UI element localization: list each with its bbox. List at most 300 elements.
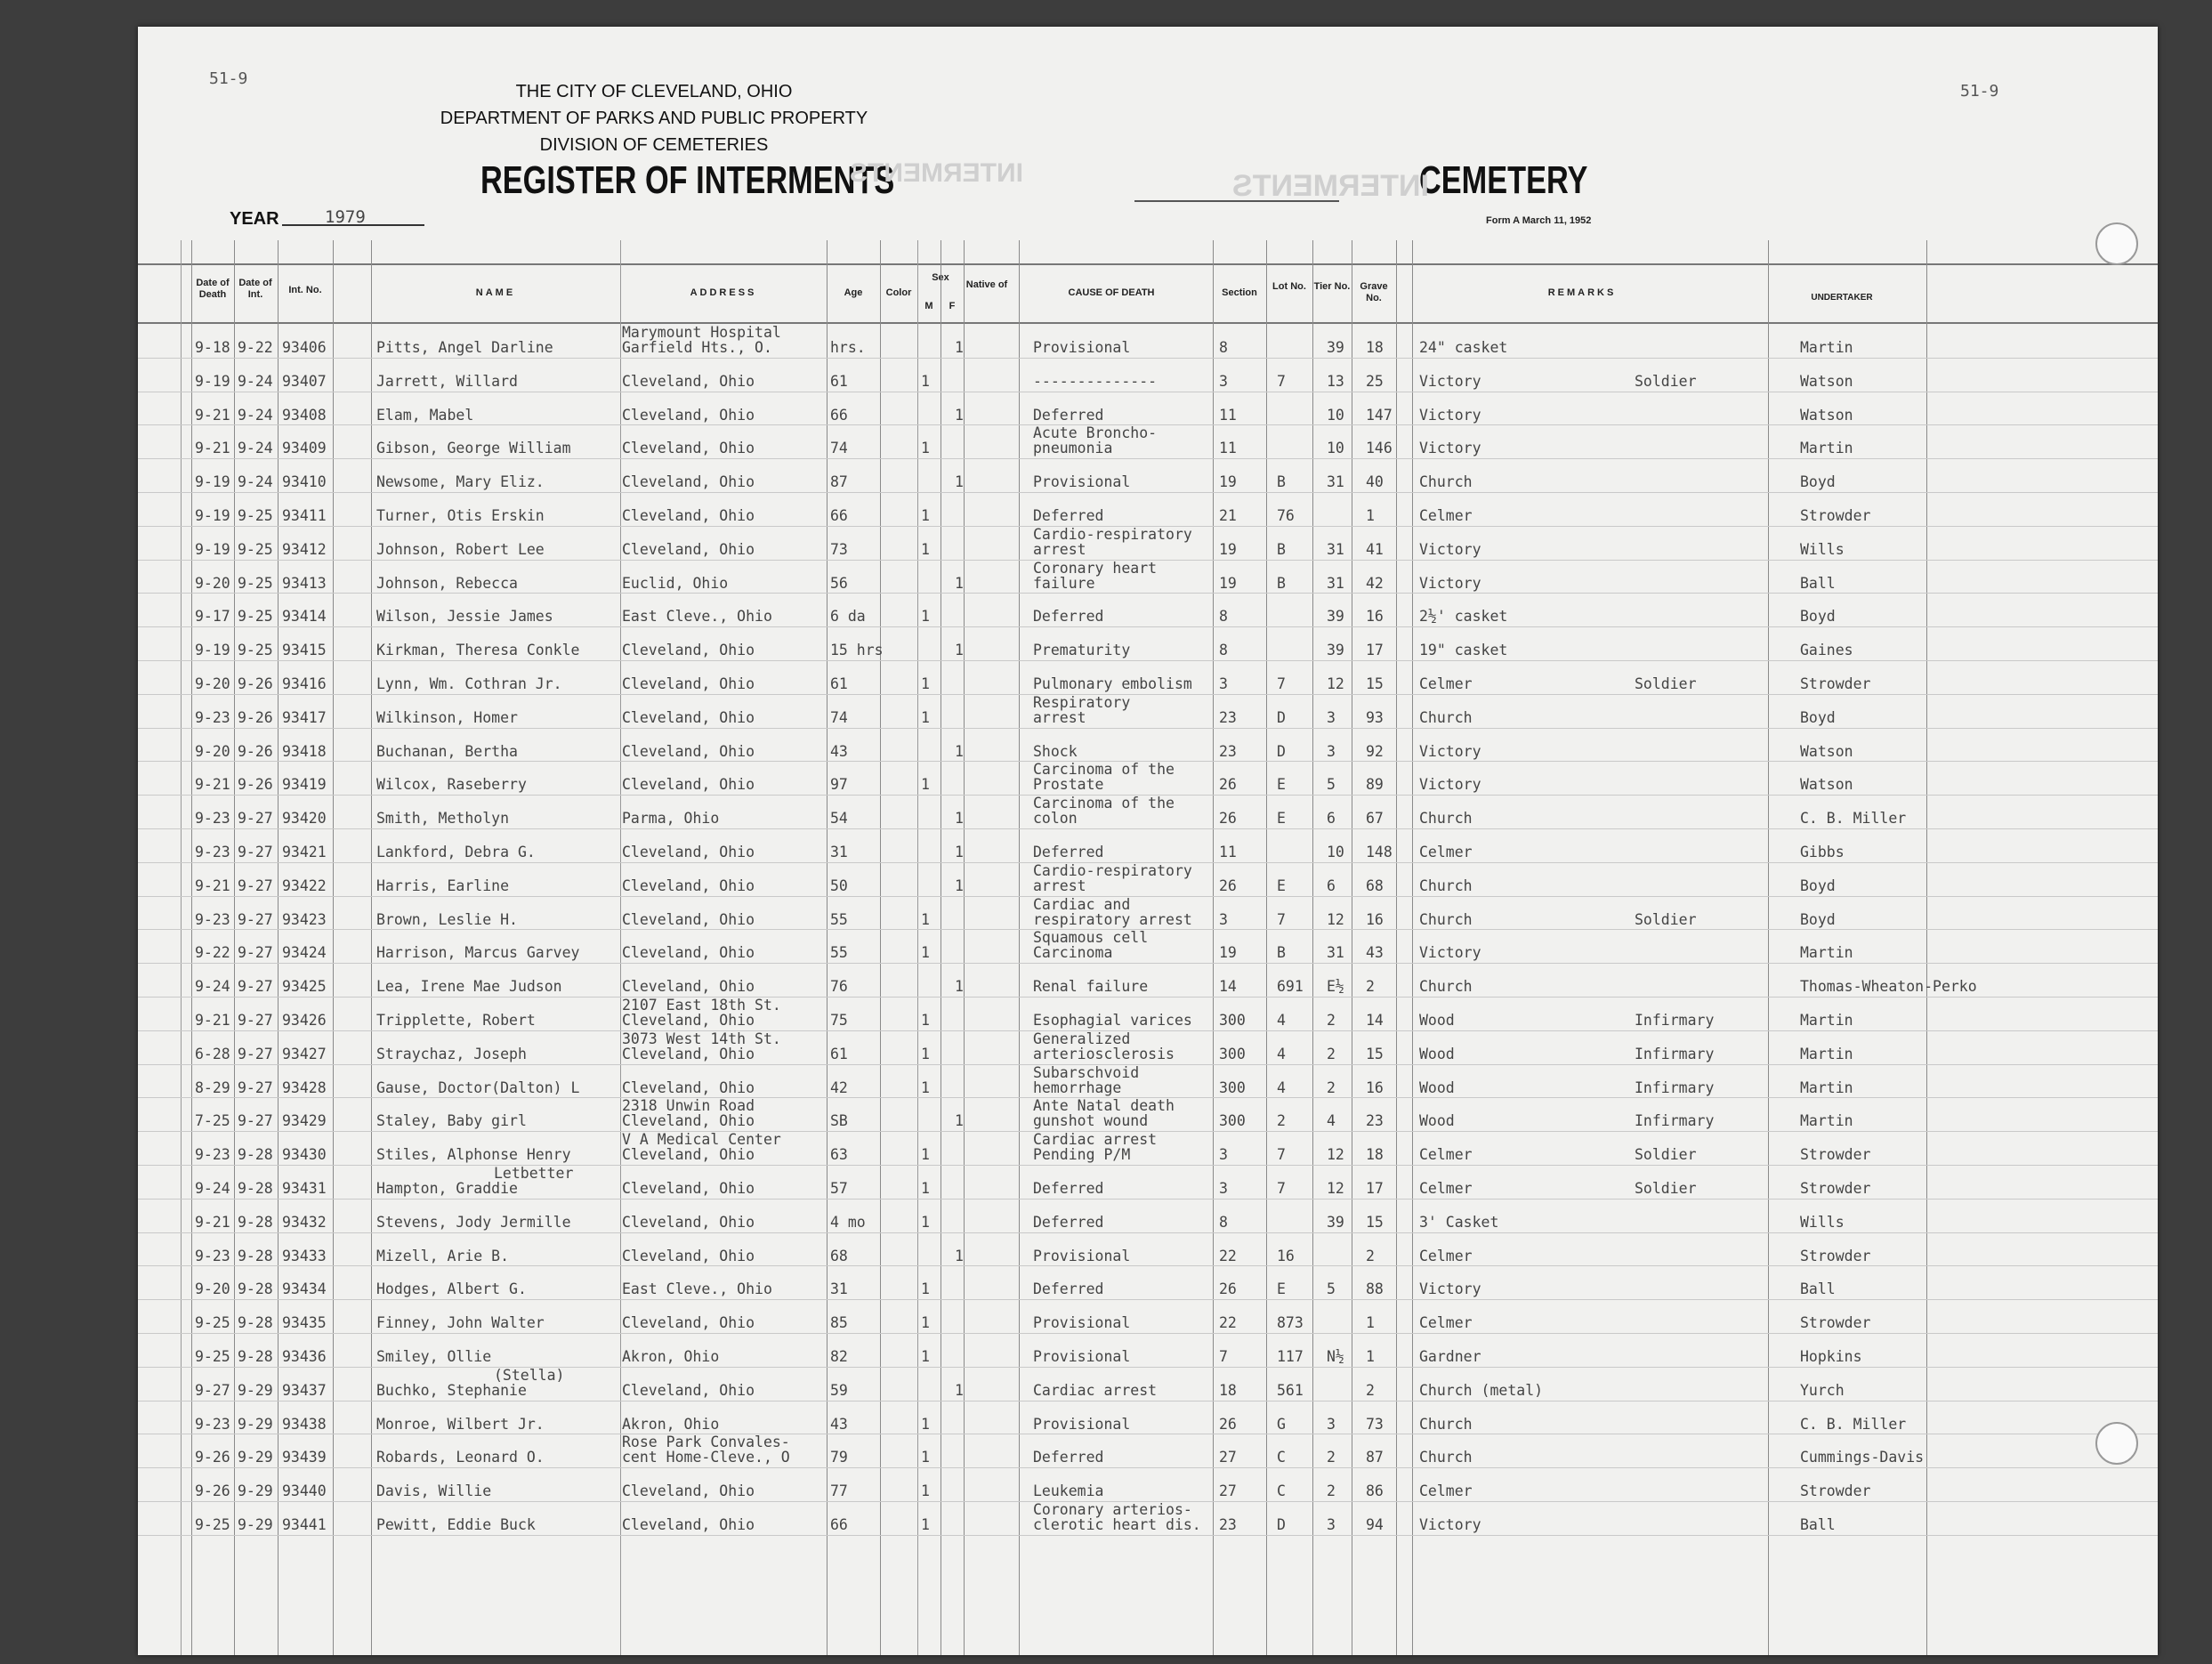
cell-interment-number: 93433 xyxy=(282,1247,327,1264)
cell-date-of-interment: 9-25 xyxy=(238,574,273,592)
cell-date-of-interment: 9-28 xyxy=(238,1348,273,1365)
cemetery-title: CEMETERY xyxy=(1419,158,1588,202)
cell-remarks: Church xyxy=(1419,810,1473,828)
cell-interment-number: 93412 xyxy=(282,540,327,558)
cell-lot-number: C xyxy=(1277,1449,1286,1466)
cell-address: East Cleve., Ohio xyxy=(622,1280,772,1298)
cell-cause-of-death-line1: Acute Broncho- xyxy=(1033,424,1158,442)
cell-address: Cleveland, Ohio xyxy=(622,1381,755,1399)
cell-decedent-name: Monroe, Wilbert Jr. xyxy=(376,1415,545,1433)
cell-remarks-extra: Soldier xyxy=(1635,1146,1697,1164)
cell-tier-number: 5 xyxy=(1327,1280,1336,1298)
cell-age: 56 xyxy=(830,574,848,592)
cell-interment-number: 93421 xyxy=(282,844,327,860)
cell-tier-number: 10 xyxy=(1327,440,1344,457)
ghost-title-left: INTERMENTS xyxy=(850,158,1023,188)
cell-undertaker: Watson xyxy=(1800,372,1853,390)
department-heading: DEPARTMENT OF PARKS AND PUBLIC PROPERTY xyxy=(440,109,868,128)
cell-age: 66 xyxy=(830,1516,848,1533)
cell-sex-male: 1 xyxy=(921,675,930,692)
cell-lot-number: E xyxy=(1277,1280,1286,1298)
cell-address: Cleveland, Ohio xyxy=(622,642,755,659)
cell-address: Cleveland, Ohio xyxy=(622,944,755,962)
cell-lot-number: 7 xyxy=(1277,372,1286,390)
cell-age: 50 xyxy=(830,876,848,894)
cell-decedent-name: Gibson, George William xyxy=(376,440,571,457)
cell-remarks-extra: Soldier xyxy=(1635,675,1697,692)
cell-grave-number: 40 xyxy=(1366,473,1384,491)
cell-sex-female: 1 xyxy=(955,642,964,659)
cell-cause-of-death: Provisional xyxy=(1033,1247,1131,1264)
cell-cause-of-death: Provisional xyxy=(1033,473,1131,491)
cell-cause-of-death: failure xyxy=(1033,574,1095,592)
cell-interment-number: 93428 xyxy=(282,1078,327,1096)
cell-remarks: Victory xyxy=(1419,406,1481,424)
cell-lot-number: E xyxy=(1277,810,1286,828)
cell-address: Cleveland, Ohio xyxy=(622,708,755,726)
cell-date-of-interment: 9-27 xyxy=(238,1112,273,1130)
cell-grave-number: 86 xyxy=(1366,1482,1384,1500)
cell-cause-of-death-line1: Carcinoma of the xyxy=(1033,795,1175,812)
cell-undertaker: Yurch xyxy=(1800,1381,1845,1399)
cell-decedent-name: Elam, Mabel xyxy=(376,406,474,424)
cell-remarks: Church xyxy=(1419,978,1473,996)
cell-decedent-name: Smith, Metholyn xyxy=(376,810,510,828)
cell-sex-male: 1 xyxy=(921,1348,930,1365)
cell-cause-of-death: -------------- xyxy=(1033,372,1158,390)
cell-remarks: Wood xyxy=(1419,1112,1455,1130)
cell-cause-of-death: Deferred xyxy=(1033,1180,1104,1197)
col-section: Section xyxy=(1222,287,1257,298)
cell-lot-number: G xyxy=(1277,1415,1286,1433)
row-rule xyxy=(138,1165,2158,1166)
cell-age: 66 xyxy=(830,406,848,424)
cell-cause-of-death: colon xyxy=(1033,810,1078,828)
cell-age: 61 xyxy=(830,675,848,692)
cell-sex-male: 1 xyxy=(921,776,930,794)
cell-cause-of-death-line1: Coronary heart xyxy=(1033,559,1158,577)
cell-grave-number: 2 xyxy=(1366,1247,1375,1264)
cell-cause-of-death: Provisional xyxy=(1033,1415,1131,1433)
cell-address: Cleveland, Ohio xyxy=(622,1012,755,1029)
cell-age: 61 xyxy=(830,372,848,390)
cell-grave-number: 92 xyxy=(1366,742,1384,760)
cell-remarks: Church xyxy=(1419,708,1473,726)
cell-tier-number: 13 xyxy=(1327,372,1344,390)
cell-age: 68 xyxy=(830,1247,848,1264)
row-rule xyxy=(138,828,2158,829)
cell-age: 57 xyxy=(830,1180,848,1197)
cell-date-of-death: 9-20 xyxy=(195,574,230,592)
cell-cause-of-death: hemorrhage xyxy=(1033,1078,1122,1096)
cell-sex-male: 1 xyxy=(921,1482,930,1500)
cell-undertaker: Strowder xyxy=(1800,1314,1871,1332)
cell-interment-number: 93434 xyxy=(282,1280,327,1298)
register-sheet xyxy=(138,27,2158,1655)
cell-undertaker: Strowder xyxy=(1800,1146,1871,1164)
cell-lot-number: 4 xyxy=(1277,1012,1286,1029)
cell-date-of-interment: 9-29 xyxy=(238,1381,273,1399)
column-rule xyxy=(278,240,279,1655)
cell-grave-number: 18 xyxy=(1366,339,1384,356)
cell-section: 7 xyxy=(1219,1348,1228,1365)
cell-date-of-interment: 9-26 xyxy=(238,708,273,726)
cell-undertaker: Gaines xyxy=(1800,642,1853,659)
cell-interment-number: 93441 xyxy=(282,1516,327,1533)
cell-tier-number: 31 xyxy=(1327,944,1344,962)
cell-undertaker: Martin xyxy=(1800,944,1853,962)
cell-grave-number: 146 xyxy=(1366,440,1393,457)
cell-cause-of-death-line1: Squamous cell xyxy=(1033,929,1149,947)
division-heading: DIVISION OF CEMETERIES xyxy=(539,135,769,155)
cell-sex-female: 1 xyxy=(955,1112,964,1130)
cell-cause-of-death: Provisional xyxy=(1033,1348,1131,1365)
cell-section: 8 xyxy=(1219,608,1228,626)
row-rule xyxy=(138,1199,2158,1200)
cell-date-of-death: 9-23 xyxy=(195,810,230,828)
cell-interment-number: 93408 xyxy=(282,406,327,424)
cell-remarks: Church xyxy=(1419,473,1473,491)
cell-grave-number: 89 xyxy=(1366,776,1384,794)
cell-undertaker: Boyd xyxy=(1800,473,1836,491)
cell-section: 3 xyxy=(1219,675,1228,692)
cell-sex-male: 1 xyxy=(921,1180,930,1197)
cell-section: 19 xyxy=(1219,540,1237,558)
cell-address: Cleveland, Ohio xyxy=(622,540,755,558)
cell-age: 74 xyxy=(830,440,848,457)
cell-remarks: Wood xyxy=(1419,1012,1455,1029)
cell-interment-number: 93417 xyxy=(282,708,327,726)
cell-grave-number: 148 xyxy=(1366,844,1393,860)
cell-interment-number: 93419 xyxy=(282,776,327,794)
cell-grave-number: 25 xyxy=(1366,372,1384,390)
cell-interment-number: 93407 xyxy=(282,372,327,390)
cell-sex-male: 1 xyxy=(921,1213,930,1231)
cell-remarks: Celmer xyxy=(1419,507,1473,524)
cell-sex-female: 1 xyxy=(955,406,964,424)
cell-interment-number: 93416 xyxy=(282,675,327,692)
row-rule xyxy=(138,997,2158,998)
row-rule xyxy=(138,458,2158,459)
cell-decedent-name: Wilson, Jessie James xyxy=(376,608,553,626)
cell-sex-female: 1 xyxy=(955,574,964,592)
cell-undertaker: Cummings-Davis xyxy=(1800,1449,1925,1466)
cell-cause-of-death: respiratory arrest xyxy=(1033,910,1192,928)
cell-lot-number: 7 xyxy=(1277,1146,1286,1164)
cell-interment-number: 93429 xyxy=(282,1112,327,1130)
cell-cause-of-death: Deferred xyxy=(1033,844,1104,860)
cell-cause-of-death-line1: Cardio-respiratory xyxy=(1033,861,1192,879)
cell-date-of-death: 9-19 xyxy=(195,642,230,659)
cell-section: 26 xyxy=(1219,776,1237,794)
cell-section: 3 xyxy=(1219,372,1228,390)
cell-date-of-interment: 9-29 xyxy=(238,1516,273,1533)
cell-cause-of-death: arrest xyxy=(1033,540,1086,558)
cell-undertaker: Ball xyxy=(1800,574,1836,592)
cell-section: 26 xyxy=(1219,1280,1237,1298)
cell-age: 73 xyxy=(830,540,848,558)
cell-grave-number: 1 xyxy=(1366,1348,1375,1365)
cell-date-of-interment: 9-24 xyxy=(238,440,273,457)
cell-date-of-death: 9-19 xyxy=(195,473,230,491)
cell-cause-of-death: Deferred xyxy=(1033,1280,1104,1298)
cell-date-of-death: 9-25 xyxy=(195,1314,230,1332)
cell-grave-number: 73 xyxy=(1366,1415,1384,1433)
cell-section: 26 xyxy=(1219,810,1237,828)
cell-sex-male: 1 xyxy=(921,1449,930,1466)
col-name: NAME xyxy=(475,287,516,298)
city-heading: THE CITY OF CLEVELAND, OHIO xyxy=(515,82,793,101)
cell-tier-number: 39 xyxy=(1327,608,1344,626)
register-title: REGISTER OF INTERMENTS xyxy=(480,158,895,202)
cell-section: 300 xyxy=(1219,1045,1246,1062)
cell-cause-of-death: Renal failure xyxy=(1033,978,1149,996)
cell-date-of-interment: 9-27 xyxy=(238,1078,273,1096)
cell-undertaker: Boyd xyxy=(1800,876,1836,894)
cell-decedent-name: Hodges, Albert G. xyxy=(376,1280,527,1298)
cell-date-of-interment: 9-27 xyxy=(238,876,273,894)
cell-remarks: Gardner xyxy=(1419,1348,1481,1365)
row-rule xyxy=(138,492,2158,493)
cell-section: 3 xyxy=(1219,1180,1228,1197)
cell-grave-number: 15 xyxy=(1366,675,1384,692)
cell-sex-male: 1 xyxy=(921,1415,930,1433)
cell-age: 77 xyxy=(830,1482,848,1500)
cell-interment-number: 93438 xyxy=(282,1415,327,1433)
cell-date-of-death: 9-23 xyxy=(195,1415,230,1433)
cell-grave-number: 42 xyxy=(1366,574,1384,592)
col-native: Native of xyxy=(965,279,1008,290)
cell-section: 8 xyxy=(1219,339,1228,356)
cell-lot-number: C xyxy=(1277,1482,1286,1500)
cell-cause-of-death: Pulmonary embolism xyxy=(1033,675,1192,692)
cell-undertaker: Strowder xyxy=(1800,1180,1871,1197)
cell-section: 3 xyxy=(1219,1146,1228,1164)
cell-decedent-name: Finney, John Walter xyxy=(376,1314,545,1332)
col-sex-f: F xyxy=(949,301,956,311)
cell-lot-number: B xyxy=(1277,540,1286,558)
cell-sex-male: 1 xyxy=(921,608,930,626)
cell-remarks: Celmer xyxy=(1419,1482,1473,1500)
cell-remarks: Victory xyxy=(1419,372,1481,390)
cell-undertaker: Martin xyxy=(1800,440,1853,457)
cell-lot-number: 691 xyxy=(1277,978,1304,996)
cell-remarks: Celmer xyxy=(1419,844,1473,860)
cell-remarks: Victory xyxy=(1419,742,1481,760)
cell-address: Akron, Ohio xyxy=(622,1348,720,1365)
cell-remarks: 2½' casket xyxy=(1419,608,1508,626)
cell-address: Cleveland, Ohio xyxy=(622,507,755,524)
cell-age: 54 xyxy=(830,810,848,828)
cell-cause-of-death-line1: Coronary arterios- xyxy=(1033,1501,1192,1518)
cell-date-of-death: 9-20 xyxy=(195,1280,230,1298)
cell-section: 22 xyxy=(1219,1314,1237,1332)
cell-address: Cleveland, Ohio xyxy=(622,406,755,424)
column-rule xyxy=(917,240,918,1655)
cell-interment-number: 93437 xyxy=(282,1381,327,1399)
cell-remarks: Victory xyxy=(1419,540,1481,558)
cell-name-note: Letbetter xyxy=(494,1165,574,1182)
cell-sex-male: 1 xyxy=(921,1045,930,1062)
column-rule xyxy=(620,240,621,1655)
col-cause: CAUSE OF DEATH xyxy=(1068,287,1155,298)
cell-address: Cleveland, Ohio xyxy=(622,978,755,996)
cell-address: Cleveland, Ohio xyxy=(622,776,755,794)
cell-date-of-death: 9-21 xyxy=(195,406,230,424)
row-rule xyxy=(138,1535,2158,1536)
cell-lot-number: 561 xyxy=(1277,1381,1304,1399)
cell-decedent-name: Jarrett, Willard xyxy=(376,372,518,390)
cell-tier-number: 39 xyxy=(1327,1213,1344,1231)
cell-address-line1: Marymount Hospital xyxy=(622,324,781,341)
cell-tier-number: 3 xyxy=(1327,1516,1336,1533)
cell-undertaker: Watson xyxy=(1800,406,1853,424)
cell-decedent-name: Johnson, Robert Lee xyxy=(376,540,545,558)
cell-section: 11 xyxy=(1219,440,1237,457)
cell-age: 85 xyxy=(830,1314,848,1332)
cell-address: Cleveland, Ohio xyxy=(622,440,755,457)
cell-sex-female: 1 xyxy=(955,339,964,356)
cell-sex-male: 1 xyxy=(921,1078,930,1096)
row-rule xyxy=(138,593,2158,594)
cell-lot-number: D xyxy=(1277,1516,1286,1533)
cell-tier-number: E½ xyxy=(1327,978,1344,996)
cell-cause-of-death: Deferred xyxy=(1033,1449,1104,1466)
cell-decedent-name: Hampton, Graddie xyxy=(376,1180,518,1197)
cell-decedent-name: Johnson, Rebecca xyxy=(376,574,518,592)
cell-grave-number: 16 xyxy=(1366,910,1384,928)
cell-age: 55 xyxy=(830,910,848,928)
cell-remarks: Church (metal) xyxy=(1419,1381,1544,1399)
cell-interment-number: 93436 xyxy=(282,1348,327,1365)
cell-remarks: Celmer xyxy=(1419,1146,1473,1164)
column-rule xyxy=(1926,240,1927,1655)
cell-date-of-interment: 9-26 xyxy=(238,742,273,760)
cell-age: 87 xyxy=(830,473,848,491)
cell-date-of-interment: 9-27 xyxy=(238,978,273,996)
cell-lot-number: E xyxy=(1277,776,1286,794)
cell-tier-number: 6 xyxy=(1327,876,1336,894)
cell-address: Cleveland, Ohio xyxy=(622,1516,755,1533)
cell-age: 75 xyxy=(830,1012,848,1029)
cell-undertaker: Martin xyxy=(1800,1112,1853,1130)
cell-lot-number: B xyxy=(1277,473,1286,491)
cell-tier-number: 2 xyxy=(1327,1482,1336,1500)
cell-date-of-interment: 9-27 xyxy=(238,844,273,860)
cell-cause-of-death: gunshot wound xyxy=(1033,1112,1149,1130)
row-rule xyxy=(138,1333,2158,1334)
cell-cause-of-death-line1: Cardiac arrest xyxy=(1033,1131,1158,1149)
cell-age: 82 xyxy=(830,1348,848,1365)
cell-interment-number: 93415 xyxy=(282,642,327,659)
cell-section: 14 xyxy=(1219,978,1237,996)
cell-section: 8 xyxy=(1219,1213,1228,1231)
cell-interment-number: 93409 xyxy=(282,440,327,457)
cell-lot-number: 4 xyxy=(1277,1078,1286,1096)
cell-section: 8 xyxy=(1219,642,1228,659)
cell-remarks: Celmer xyxy=(1419,675,1473,692)
cell-cause-of-death: arteriosclerosis xyxy=(1033,1045,1175,1062)
cell-remarks-extra: Soldier xyxy=(1635,372,1697,390)
cell-lot-number: 117 xyxy=(1277,1348,1304,1365)
header-rule-bottom xyxy=(138,322,2158,324)
cell-decedent-name: Harrison, Marcus Garvey xyxy=(376,944,580,962)
cell-address: Cleveland, Ohio xyxy=(622,1482,755,1500)
cell-cause-of-death: Pending P/M xyxy=(1033,1146,1131,1164)
cell-date-of-interment: 9-27 xyxy=(238,810,273,828)
cell-tier-number: 10 xyxy=(1327,844,1344,860)
cell-address: Cleveland, Ohio xyxy=(622,473,755,491)
cell-decedent-name: Wilkinson, Homer xyxy=(376,708,518,726)
cell-undertaker: Watson xyxy=(1800,776,1853,794)
cell-section: 300 xyxy=(1219,1012,1246,1029)
cell-grave-number: 14 xyxy=(1366,1012,1384,1029)
cell-age: 76 xyxy=(830,978,848,996)
cell-address-line1: Rose Park Convales- xyxy=(622,1434,790,1451)
cell-undertaker: Boyd xyxy=(1800,608,1836,626)
column-rule xyxy=(1312,240,1313,1655)
cell-date-of-interment: 9-28 xyxy=(238,1280,273,1298)
cell-date-of-death: 8-29 xyxy=(195,1078,230,1096)
cell-date-of-death: 9-20 xyxy=(195,675,230,692)
cell-date-of-death: 9-17 xyxy=(195,608,230,626)
cell-remarks: Celmer xyxy=(1419,1314,1473,1332)
cell-lot-number: B xyxy=(1277,574,1286,592)
cell-remarks-extra: Soldier xyxy=(1635,910,1697,928)
page-number-left: 51-9 xyxy=(209,69,248,88)
cell-date-of-death: 9-23 xyxy=(195,1146,230,1164)
cell-tier-number: 3 xyxy=(1327,1415,1336,1433)
cell-lot-number: D xyxy=(1277,742,1286,760)
cell-cause-of-death: Leukemia xyxy=(1033,1482,1104,1500)
cell-date-of-interment: 9-28 xyxy=(238,1146,273,1164)
cell-cause-of-death-line1: Carcinoma of the xyxy=(1033,761,1175,779)
cell-address: Garfield Hts., O. xyxy=(622,339,772,356)
cell-tier-number: 2 xyxy=(1327,1449,1336,1466)
cell-sex-female: 1 xyxy=(955,742,964,760)
cell-address: Cleveland, Ohio xyxy=(622,372,755,390)
cell-decedent-name: Wilcox, Raseberry xyxy=(376,776,527,794)
cell-remarks: Victory xyxy=(1419,944,1481,962)
cell-sex-male: 1 xyxy=(921,1012,930,1029)
cell-undertaker: Thomas-Wheaton-Perko xyxy=(1800,978,1977,996)
cell-address: Cleveland, Ohio xyxy=(622,675,755,692)
cell-date-of-death: 9-24 xyxy=(195,1180,230,1197)
cell-remarks: Victory xyxy=(1419,1516,1481,1533)
cell-remarks: Victory xyxy=(1419,1280,1481,1298)
cell-cause-of-death: Deferred xyxy=(1033,507,1104,524)
cell-section: 23 xyxy=(1219,742,1237,760)
cell-date-of-death: 9-27 xyxy=(195,1381,230,1399)
cell-interment-number: 93435 xyxy=(282,1314,327,1332)
ghost-title-right: INTERMENTS xyxy=(1232,169,1429,203)
cell-tier-number: 12 xyxy=(1327,1146,1344,1164)
cell-date-of-interment: 9-29 xyxy=(238,1449,273,1466)
cell-undertaker: Watson xyxy=(1800,742,1853,760)
cell-date-of-interment: 9-29 xyxy=(238,1482,273,1500)
cell-grave-number: 18 xyxy=(1366,1146,1384,1164)
cell-cause-of-death: Carcinoma xyxy=(1033,944,1113,962)
cell-address: Akron, Ohio xyxy=(622,1415,720,1433)
row-rule xyxy=(138,1030,2158,1031)
cell-date-of-death: 9-26 xyxy=(195,1449,230,1466)
cell-grave-number: 16 xyxy=(1366,608,1384,626)
cell-address: Cleveland, Ohio xyxy=(622,910,755,928)
cell-grave-number: 93 xyxy=(1366,708,1384,726)
cell-grave-number: 17 xyxy=(1366,1180,1384,1197)
cell-decedent-name: Brown, Leslie H. xyxy=(376,910,518,928)
cell-remarks: Church xyxy=(1419,1449,1473,1466)
